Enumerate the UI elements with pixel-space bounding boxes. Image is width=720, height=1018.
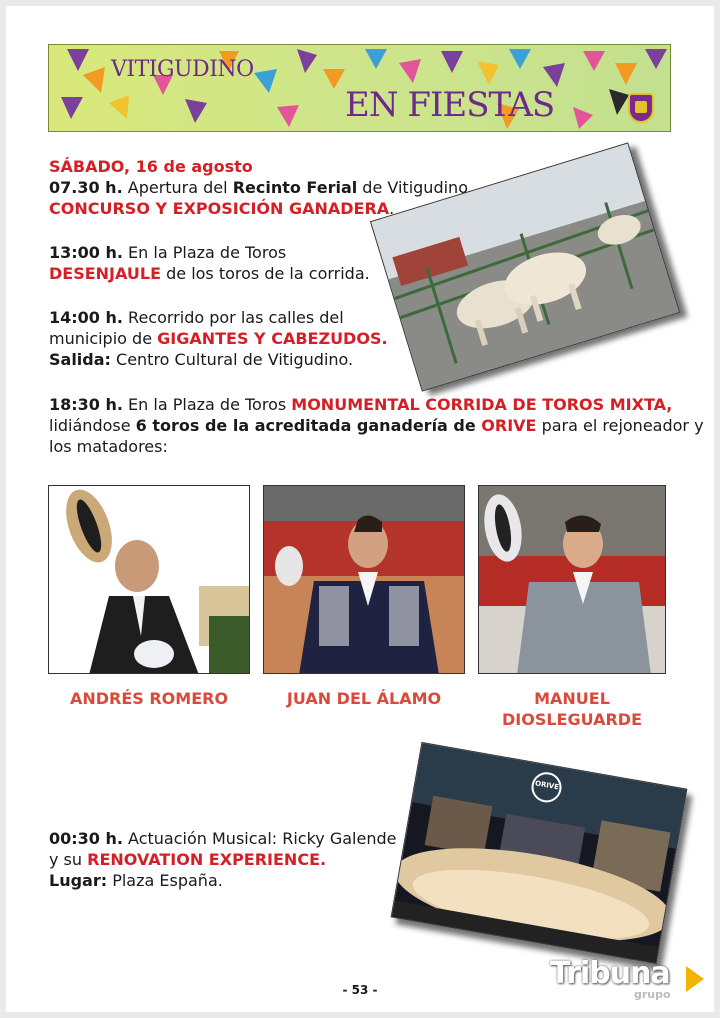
event-text: y su: [49, 850, 88, 869]
event-line: [49, 415, 704, 436]
event-text: Recorrido por las calles del: [122, 308, 344, 327]
portrait-scene: [49, 486, 250, 674]
event-line: [49, 349, 353, 370]
event-label: Salida:: [49, 350, 111, 369]
concert-stage-logo: ORIVE: [534, 779, 560, 792]
event-line: [49, 198, 394, 219]
event-highlight: GIGANTES Y CABEZUDOS.: [157, 329, 388, 348]
event-text: .: [389, 199, 395, 218]
concert-photo: [391, 742, 688, 964]
event-line: [49, 177, 473, 198]
bullfighter-photo-andres-romero: [48, 485, 250, 674]
festival-banner: [48, 44, 671, 132]
event-time: 07.30 h.: [49, 178, 123, 197]
event-text: Plaza España.: [107, 871, 223, 890]
banner-festival-title: EN FIESTAS: [345, 85, 555, 125]
event-highlight: MONUMENTAL CORRIDA DE TOROS MIXTA,: [291, 395, 673, 414]
event-highlight: CONCURSO Y EXPOSICIÓN GANADERA: [49, 199, 390, 218]
event-highlight: DESENJAULE: [49, 264, 162, 283]
event-text: para el rejoneador y: [536, 416, 704, 435]
event-time: 18:30 h.: [49, 395, 123, 414]
event-venue: Recinto Ferial: [232, 178, 358, 197]
event-line: [49, 870, 223, 891]
event-text: los matadores:: [49, 437, 168, 456]
event-time: 13:00 h.: [49, 243, 123, 262]
event-text: Centro Cultural de Vitigudino.: [110, 350, 354, 369]
municipal-crest-icon: [628, 93, 654, 123]
portrait-scene: [479, 486, 666, 674]
event-text: En la Plaza de Toros: [122, 395, 292, 414]
event-text: Apertura del: [122, 178, 233, 197]
concert-scene: [391, 743, 687, 964]
event-text: En la Plaza de Toros: [122, 243, 287, 262]
banner-town-name: VITIGUDINO: [111, 57, 254, 82]
event-time: 00:30 h.: [49, 829, 123, 848]
play-icon: [686, 966, 704, 992]
bullfighter-name: ANDRÉS ROMERO: [69, 689, 229, 708]
event-line: [49, 263, 370, 284]
event-bold: 6 toros de la acreditada ganadería de: [135, 416, 482, 435]
event-line: [49, 307, 344, 328]
event-text: lidiándose: [49, 416, 136, 435]
event-text: Actuación Musical: Ricky Galende: [122, 829, 397, 848]
event-line: [49, 394, 672, 415]
tribuna-logo: Tribuna: [550, 956, 670, 991]
page-number: - 53 -: [342, 983, 378, 997]
bullfighter-photo-juan-del-alamo: [263, 485, 465, 674]
event-text: de Vitigudino.: [357, 178, 473, 197]
bullfighter-name: JUAN DEL ÁLAMO: [286, 689, 442, 708]
event-time: 14:00 h.: [49, 308, 123, 327]
event-line: [49, 849, 326, 870]
program-page: [6, 6, 714, 1012]
event-text: municipio de: [49, 329, 158, 348]
event-line: [49, 242, 286, 263]
portrait-scene: [264, 486, 465, 674]
event-highlight: RENOVATION EXPERIENCE.: [87, 850, 327, 869]
event-highlight: ORIVE: [481, 416, 537, 435]
event-line: [49, 828, 396, 849]
bullfighter-photo-manuel-diosleguarde: [478, 485, 666, 674]
bullfighter-name: MANUEL DIOSLEGUARDE: [501, 689, 643, 729]
tribuna-logo-sub: grupo: [634, 988, 671, 1001]
day-heading: SÁBADO, 16 de agosto: [49, 157, 253, 176]
event-text: de los toros de la corrida.: [161, 264, 370, 283]
event-line: [49, 436, 168, 457]
event-label: Lugar:: [49, 871, 108, 890]
event-line: [49, 328, 388, 349]
